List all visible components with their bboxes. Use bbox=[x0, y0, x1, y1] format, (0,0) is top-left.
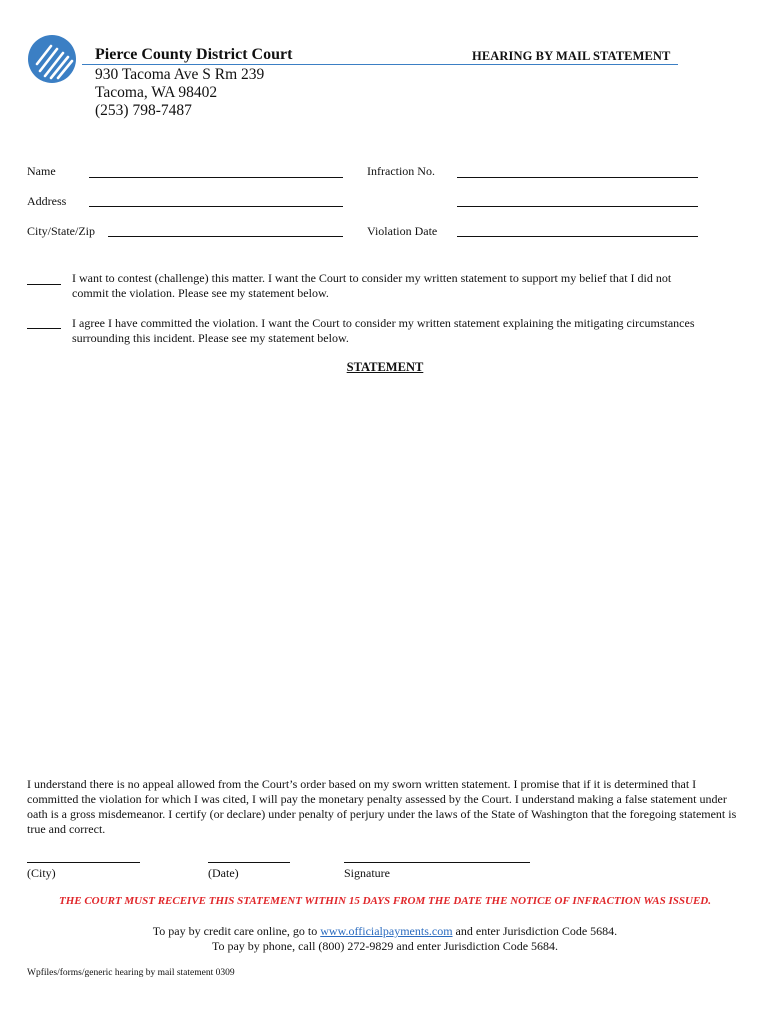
pay-phone-line: To pay by phone, call (800) 272-9829 and enter Jurisdiction Code 5684. bbox=[211, 939, 559, 953]
agree-option-line-2: surrounding this incident. Please see my statement below. bbox=[72, 331, 349, 345]
infraction-no-field[interactable] bbox=[457, 177, 698, 178]
infraction-no-label: Infraction No. bbox=[367, 164, 435, 178]
city-label: (City) bbox=[27, 866, 56, 880]
signature-line[interactable] bbox=[344, 862, 530, 863]
date-label: (Date) bbox=[208, 866, 239, 880]
address-line-1: 930 Tacoma Ave S Rm 239 bbox=[95, 66, 265, 83]
form-title: HEARING BY MAIL STATEMENT bbox=[472, 49, 671, 63]
city-state-zip-field[interactable] bbox=[108, 236, 343, 237]
address-line-2: Tacoma, WA 98402 bbox=[95, 84, 218, 101]
pay-online-line bbox=[0, 924, 770, 939]
agree-checkbox-line[interactable] bbox=[27, 328, 61, 329]
pierce-county-logo-icon bbox=[27, 34, 77, 84]
violation-date-label: Violation Date bbox=[367, 224, 438, 238]
court-name: Pierce County District Court bbox=[95, 46, 293, 63]
contest-option-line-1: I want to contest (challenge) this matter. I want the Court to consider my written statement to support my belief that I did not bbox=[72, 271, 672, 285]
deadline-notice: THE COURT MUST RECEIVE THIS STATEMENT WITHIN 15 DAYS FROM THE DATE THE NOTICE OF INFRACTION WAS ISSUED. bbox=[58, 895, 712, 907]
signature-label: Signature bbox=[344, 866, 390, 880]
address-field[interactable] bbox=[89, 206, 343, 207]
form-file-path: Wpfiles/forms/generic hearing by mail statement 0309 bbox=[27, 968, 235, 978]
header-rule bbox=[82, 64, 678, 65]
violation-date-field[interactable] bbox=[457, 236, 698, 237]
name-label: Name bbox=[27, 164, 56, 178]
phone-number: (253) 798-7487 bbox=[95, 102, 192, 119]
contest-checkbox-line[interactable] bbox=[27, 284, 61, 285]
agree-option-line-1: I agree I have committed the violation. I want the Court to consider my written statement explaining the mitigating circumstances bbox=[72, 316, 695, 330]
address-label: Address bbox=[27, 194, 67, 208]
city-state-zip-label: City/State/Zip bbox=[27, 224, 95, 238]
name-field[interactable] bbox=[89, 177, 343, 178]
infraction-no-field-2[interactable] bbox=[457, 206, 698, 207]
city-signature-line[interactable] bbox=[27, 862, 140, 863]
pay-online-suffix: and enter Jurisdiction Code 5684. bbox=[455, 924, 618, 938]
statement-heading: STATEMENT bbox=[346, 360, 424, 374]
date-signature-line[interactable] bbox=[208, 862, 290, 863]
attestation-text: I understand there is no appeal allowed from the Court’s order based on my sworn written statement. I promise that if it is determined that I committed the violation for which I was cited, I will pay the monetary penalty assessed by the Court. I understand making a false statement under oath is a gross misdemeanor. I certify (or declare) under penalty of perjury under the laws of the State of Washington that the foregoing statement is true and correct. bbox=[27, 777, 737, 836]
pay-online-prefix: To pay by credit care online, go to bbox=[152, 924, 318, 938]
official-payments-link[interactable]: www.officialpayments.com bbox=[320, 924, 453, 938]
contest-option-line-2: commit the violation. Please see my statement below. bbox=[72, 286, 329, 300]
statement-area[interactable] bbox=[27, 385, 739, 765]
